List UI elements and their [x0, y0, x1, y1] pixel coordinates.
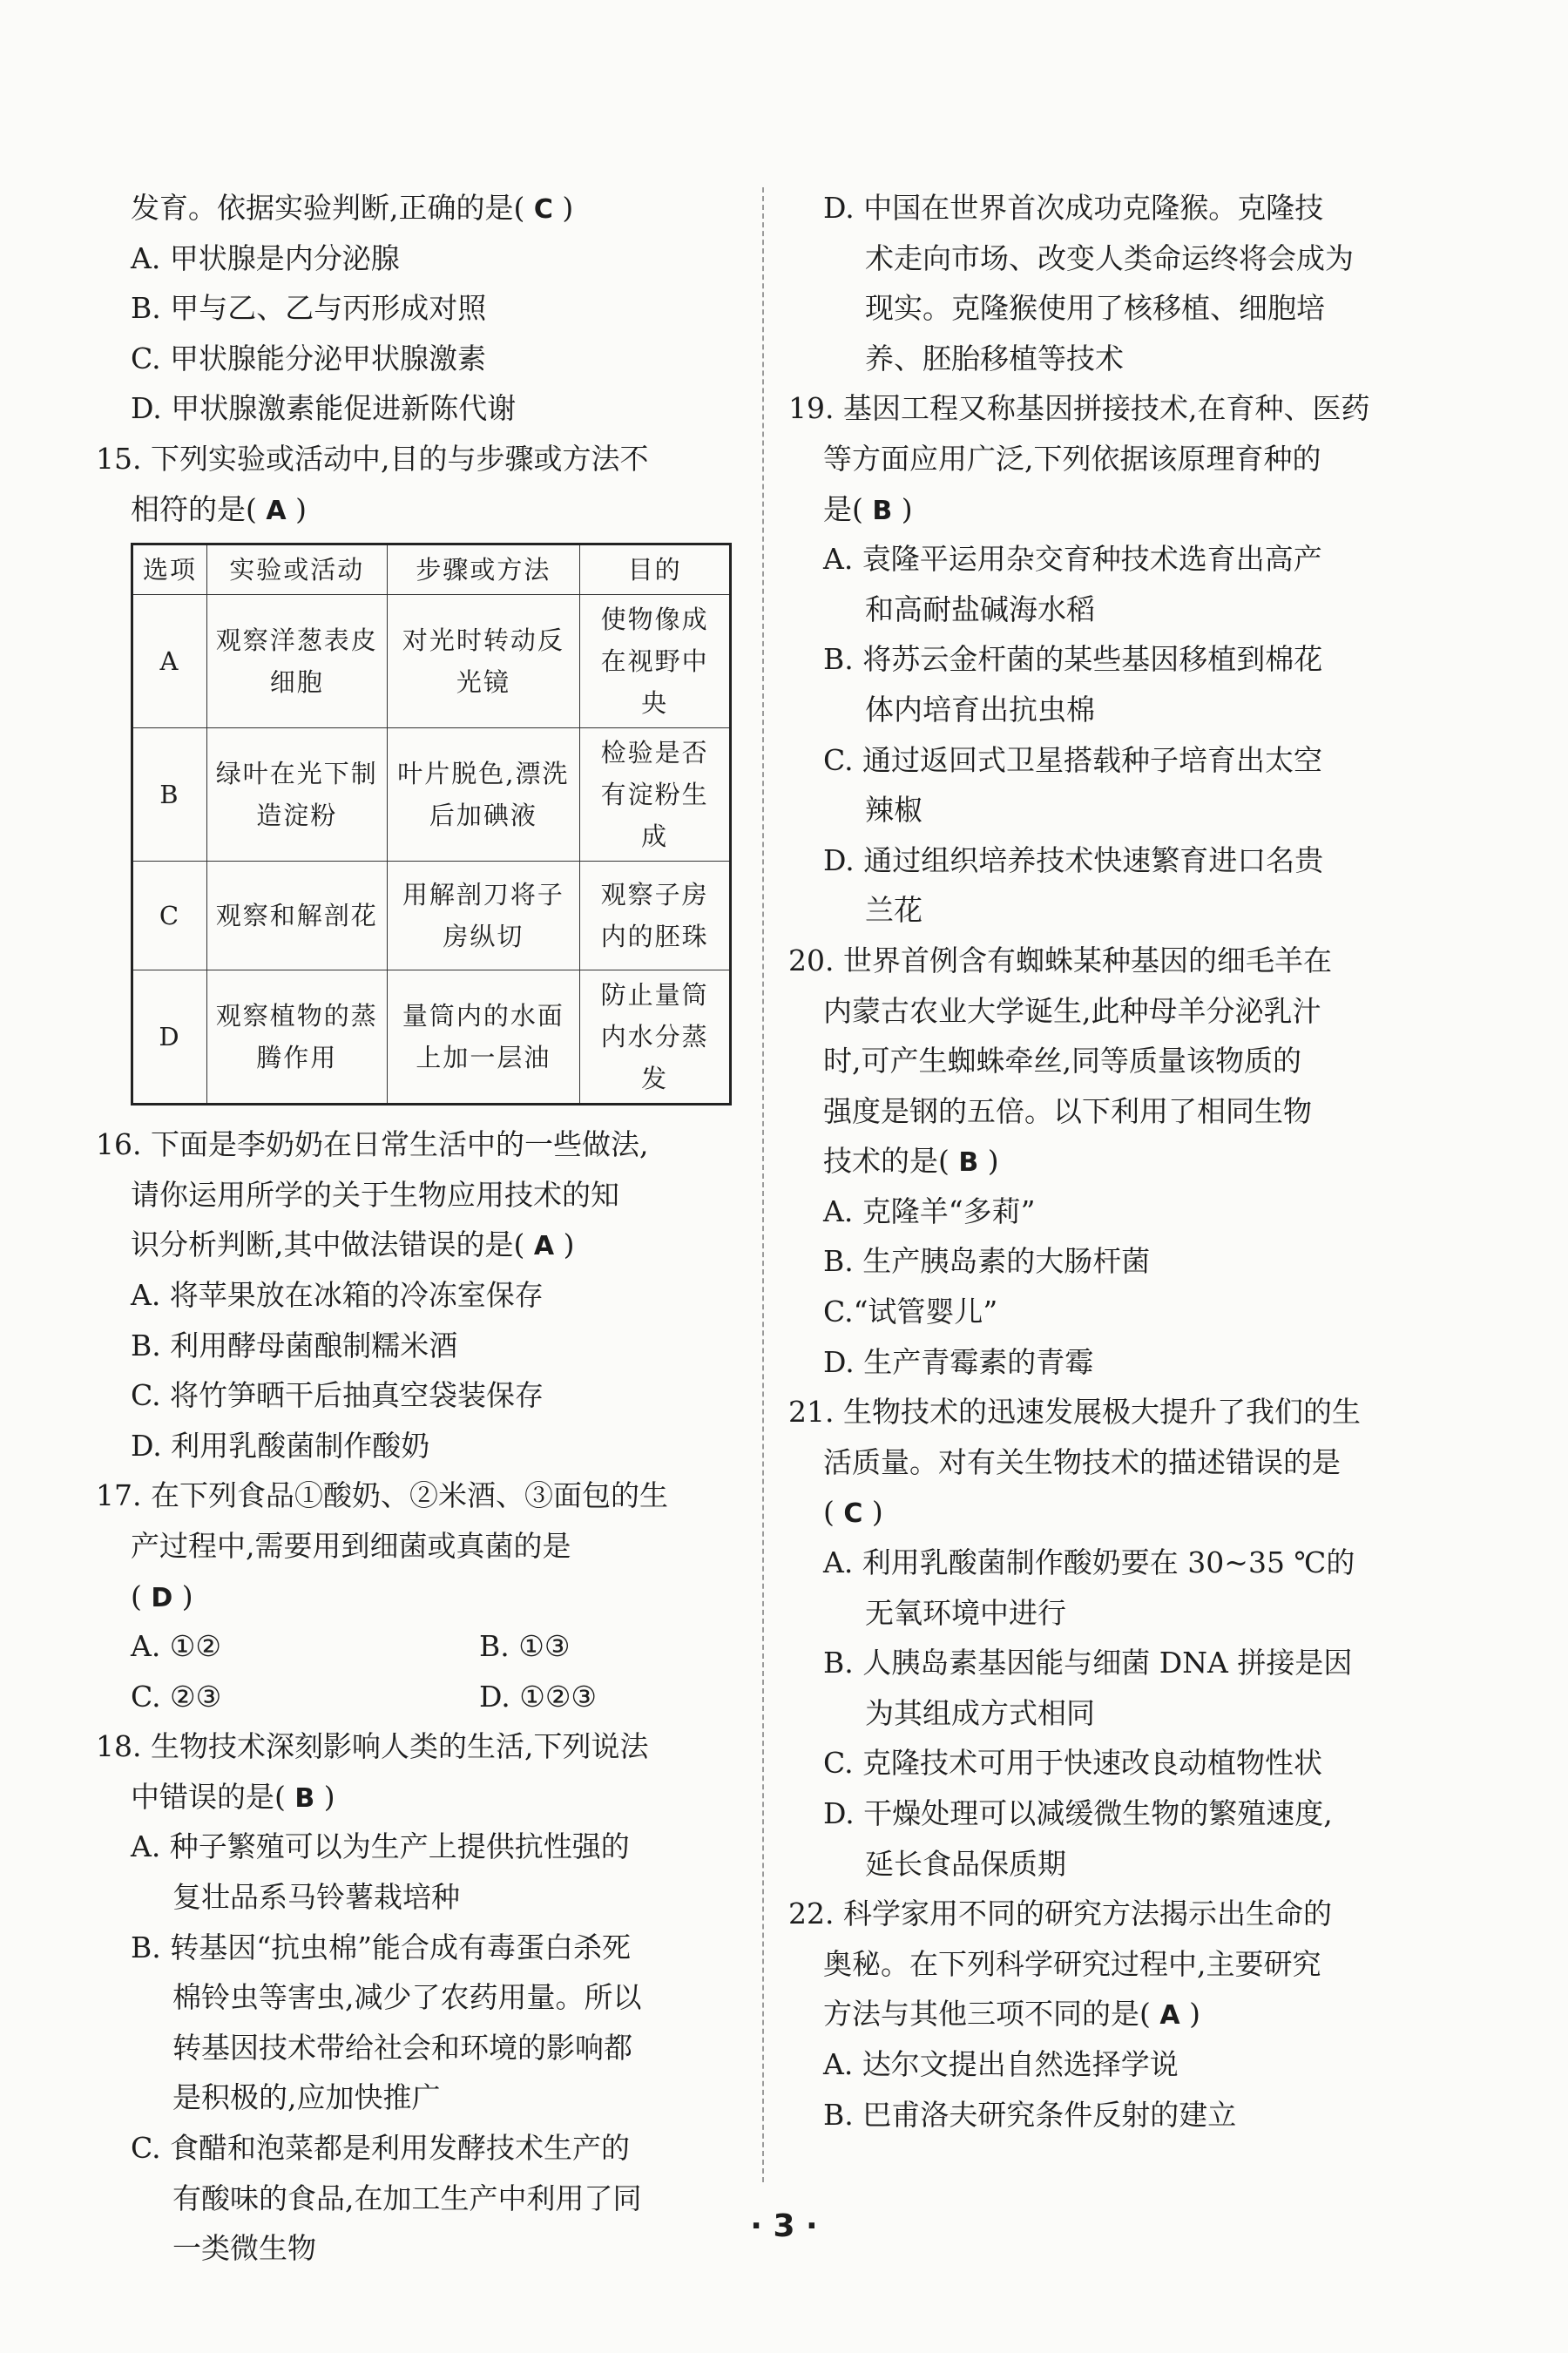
q16-option-d: D. 利用乳酸菌制作酸奶	[131, 1428, 430, 1463]
table-row	[132, 595, 731, 728]
q17-answer: D	[151, 1582, 173, 1613]
table-cell: 量筒内的水面上加一层油	[387, 970, 580, 1105]
q16-stem-line1: 16. 下面是李奶奶在日常生活中的一些做法,	[96, 1127, 649, 1162]
q21-option-b-cont: 为其组成方式相同	[865, 1695, 1095, 1730]
q18-option-d-cont: 术走向市场、改变人类命运终将会成为	[865, 240, 1354, 275]
q20-option-c: C.“试管婴儿”	[823, 1295, 998, 1329]
table-cell: 观察洋葱表皮细胞	[206, 595, 387, 728]
table-cell: A	[132, 595, 207, 728]
table-row	[132, 862, 731, 970]
q20-stem-line2: 内蒙古农业大学诞生,此种母羊分泌乳汁	[823, 993, 1321, 1028]
q21-option-d-cont: 延长食品保质期	[865, 1846, 1066, 1881]
table-header: 实验或活动	[206, 544, 387, 595]
q20-answer: B	[958, 1147, 979, 1179]
q17-option-d: D. ①②③	[479, 1679, 598, 1714]
q22-option-b: B. 巴甫洛夫研究条件反射的建立	[823, 2097, 1237, 2132]
q14-option-b: B. 甲与乙、乙与丙形成对照	[131, 291, 487, 326]
q16-option-c: C. 将竹笋晒干后抽真空袋装保存	[131, 1378, 544, 1413]
q21-stem-line1: 21. 生物技术的迅速发展极大提升了我们的生	[788, 1395, 1361, 1430]
q19-option-d: D. 通过组织培养技术快速繁育进口名贵	[823, 842, 1324, 877]
table-cell: 用解剖刀将子房纵切	[387, 862, 580, 970]
column-divider	[762, 187, 764, 2182]
q22-stem-line1: 22. 科学家用不同的研究方法揭示出生命的	[788, 1897, 1332, 1931]
q20-option-d: D. 生产青霉素的青霉	[823, 1344, 1094, 1379]
q18-answer: B	[294, 1782, 315, 1814]
q19-option-b: B. 将苏云金杆菌的某些基因移植到棉花	[823, 642, 1323, 677]
q17-options-row2	[96, 1672, 736, 1722]
left-column	[96, 183, 736, 2274]
q21-option-c: C. 克隆技术可用于快速改良动植物性状	[823, 1746, 1323, 1781]
q22-stem-line3: 方法与其他三项不同的是( A )	[823, 1997, 1200, 2032]
q17-stem-line1: 17. 在下列食品①酸奶、②米酒、③面包的生	[96, 1478, 668, 1513]
q18-option-b: B. 转基因“抗虫棉”能合成有毒蛋白杀死	[131, 1930, 631, 1964]
table-cell: 观察子房内的胚珠	[580, 862, 731, 970]
table-cell: 观察植物的蒸腾作用	[206, 970, 387, 1105]
q19-stem-line3: 是( B )	[823, 491, 913, 526]
q14-option-a: A. 甲状腺是内分泌腺	[131, 240, 400, 275]
q15-stem-line2: 相符的是( A )	[131, 491, 307, 526]
q21-answer: C	[843, 1498, 863, 1530]
q19-option-a-cont: 和高耐盐碱海水稻	[865, 592, 1095, 626]
q16-option-b: B. 利用酵母菌酿制糯米酒	[131, 1328, 458, 1362]
q21-option-a-cont: 无氧环境中进行	[865, 1595, 1066, 1630]
page-number: · 3 ·	[750, 2208, 818, 2244]
q18-stem-line1: 18. 生物技术深刻影响人类的生活,下列说法	[96, 1729, 649, 1764]
q21-stem-line3: ( C )	[823, 1495, 883, 1530]
q15-table	[131, 543, 732, 1106]
q16-answer: A	[533, 1231, 555, 1262]
q16-stem-line3: 识分析判断,其中做法错误的是( A )	[131, 1227, 575, 1262]
table-cell: 使物像成在视野中央	[580, 595, 731, 728]
table-cell: 防止量筒内水分蒸发	[580, 970, 731, 1105]
q18-option-d-cont: 养、胚胎移植等技术	[865, 341, 1124, 375]
q17-option-b: B. ①③	[479, 1629, 571, 1664]
q18-option-a: A. 种子繁殖可以为生产上提供抗性强的	[131, 1829, 630, 1864]
q17-options-row1	[96, 1621, 736, 1672]
table-header: 步骤或方法	[387, 544, 580, 595]
q19-stem-line1: 19. 基因工程又称基因拼接技术,在育种、医药	[788, 391, 1370, 426]
q14-option-d: D. 甲状腺激素能促进新陈代谢	[131, 391, 517, 426]
q18-option-d: D. 中国在世界首次成功克隆猴。克隆技	[823, 191, 1324, 225]
q21-stem-line2: 活质量。对有关生物技术的描述错误的是	[823, 1444, 1341, 1479]
right-column	[788, 183, 1450, 2140]
q15-answer: A	[266, 495, 287, 526]
q20-stem-line3: 时,可产生蜘蛛牵丝,同等质量该物质的	[823, 1044, 1301, 1078]
q16-stem-line2: 请你运用所学的关于生物应用技术的知	[131, 1177, 619, 1212]
q20-stem-line4: 强度是钢的五倍。以下利用了相同生物	[823, 1093, 1312, 1128]
table-cell: 叶片脱色,漂洗后加碘液	[387, 728, 580, 862]
q14-option-c: C. 甲状腺能分泌甲状腺激素	[131, 341, 487, 375]
q18-option-b-cont: 转基因技术带给社会和环境的影响都	[172, 2030, 632, 2065]
q22-answer: A	[1159, 2000, 1180, 2032]
q18-stem-line2: 中错误的是( B )	[131, 1779, 335, 1814]
q14-answer: C	[533, 194, 553, 225]
q15-stem-line1: 15. 下列实验或活动中,目的与步骤或方法不	[96, 441, 649, 476]
q19-stem-line2: 等方面应用广泛,下列依据该原理育种的	[823, 441, 1321, 476]
table-cell: 观察和解剖花	[206, 862, 387, 970]
q20-option-a: A. 克隆羊“多莉”	[823, 1193, 1036, 1228]
q18-option-a-cont: 复壮品系马铃薯栽培种	[172, 1880, 460, 1915]
q21-option-b: B. 人胰岛素基因能与细菌 DNA 拼接是因	[823, 1646, 1353, 1680]
table-header: 选项	[132, 544, 207, 595]
q17-option-a: A. ①②	[131, 1629, 221, 1664]
q20-stem-line1: 20. 世界首例含有蜘蛛某种基因的细毛羊在	[788, 943, 1332, 977]
q19-option-a: A. 袁隆平运用杂交育种技术选育出高产	[823, 542, 1322, 577]
q18-option-b-cont: 棉铃虫等害虫,减少了农药用量。所以	[172, 1980, 642, 2015]
q17-option-c: C. ②③	[131, 1679, 222, 1714]
q19-option-b-cont: 体内培育出抗虫棉	[865, 692, 1095, 727]
table-cell: C	[132, 862, 207, 970]
q17-stem-line3: ( D )	[131, 1579, 193, 1613]
q19-answer: B	[872, 495, 893, 526]
table-header-row	[132, 544, 731, 595]
table-header: 目的	[580, 544, 731, 595]
table-row	[132, 728, 731, 862]
q14-stem: 发育。依据实验判断,正确的是( C )	[131, 191, 574, 225]
q16-option-a: A. 将苹果放在冰箱的冷冻室保存	[131, 1277, 544, 1312]
q17-stem-line2: 产过程中,需要用到细菌或真菌的是	[131, 1528, 571, 1563]
q19-option-c-cont: 辣椒	[865, 793, 923, 828]
q20-stem-line5: 技术的是( B )	[823, 1144, 999, 1179]
table-cell: B	[132, 728, 207, 862]
q19-option-c: C. 通过返回式卫星搭载种子培育出太空	[823, 742, 1323, 777]
table-cell: 检验是否有淀粉生成	[580, 728, 731, 862]
q18-option-b-cont: 是积极的,应加快推广	[172, 2080, 441, 2115]
table-cell: 绿叶在光下制造淀粉	[206, 728, 387, 862]
table-cell: D	[132, 970, 207, 1105]
q21-option-d: D. 干燥处理可以减缓微生物的繁殖速度,	[823, 1796, 1333, 1830]
q20-option-b: B. 生产胰岛素的大肠杆菌	[823, 1244, 1151, 1279]
q22-option-a: A. 达尔文提出自然选择学说	[823, 2046, 1179, 2081]
q21-option-a: A. 利用乳酸菌制作酸奶要在 30~35 ℃的	[823, 1545, 1355, 1580]
q18-option-c-cont: 一类微生物	[172, 2231, 316, 2266]
q18-option-c-cont: 有酸味的食品,在加工生产中利用了同	[172, 2181, 642, 2215]
table-cell: 对光时转动反光镜	[387, 595, 580, 728]
table-row	[132, 970, 731, 1105]
q18-option-c: C. 食醋和泡菜都是利用发酵技术生产的	[131, 2131, 631, 2166]
q22-stem-line2: 奥秘。在下列科学研究过程中,主要研究	[823, 1946, 1321, 1981]
q19-option-d-cont: 兰花	[865, 893, 923, 928]
q18-option-d-cont: 现实。克隆猴使用了核移植、细胞培	[865, 291, 1325, 326]
